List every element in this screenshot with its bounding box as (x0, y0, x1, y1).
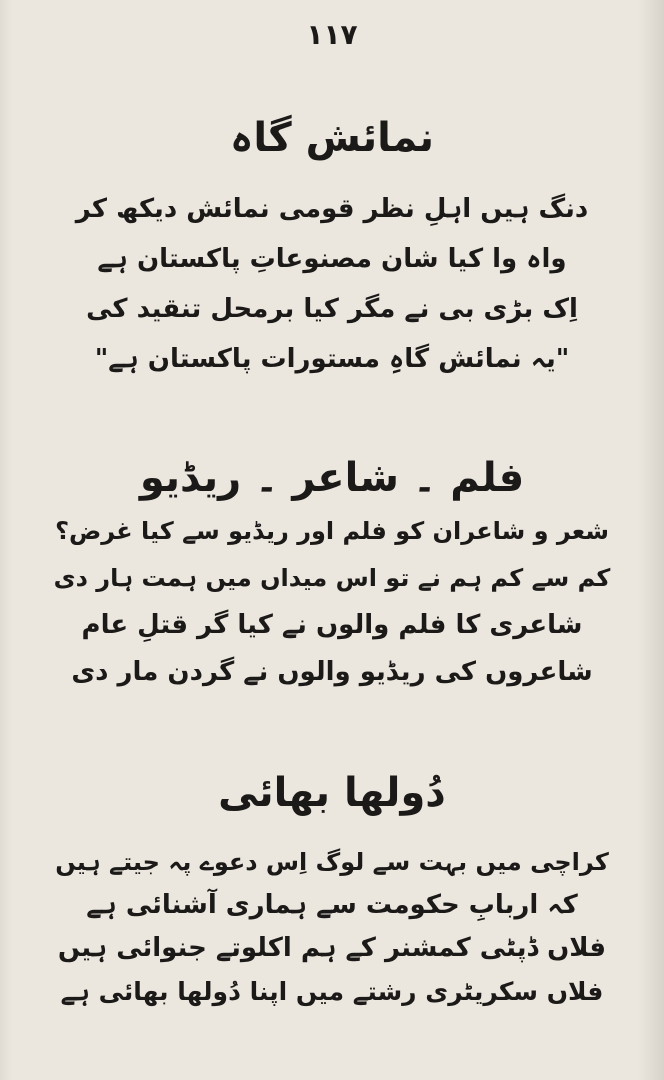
verse-line: کہ اربابِ حکومت سے ہماری آشنائی ہے (86, 890, 578, 920)
verse-line: شاعری کا فلم والوں نے کیا گر قتلِ عام (81, 610, 583, 640)
verse-line: کراچی میں بہت سے لوگ اِس دعوے پہ جیتے ہیں (55, 848, 609, 876)
verse-line: فلاں ڈپٹی کمشنر کے ہم اکلوتے جنوائی ہیں (57, 933, 607, 963)
verse-line: دنگ ہیں اہلِ نظر قومی نمائش دیکھ کر (75, 194, 589, 224)
poem-verse (0, 508, 664, 696)
poem-title: فلم ۔ شاعر ۔ ریڈیو (139, 455, 525, 501)
verse-line: اِک بڑی بی نے مگر کیا برمحل تنقید کی (86, 294, 578, 324)
poem-title: نمائش گاہ (229, 115, 435, 161)
verse-line: فلاں سکریٹری رشتے میں اپنا دُولھا بھائی ہے (60, 977, 604, 1006)
verse-line: شاعروں کی ریڈیو والوں نے گردن مار دی (71, 657, 593, 687)
poem-verse (0, 841, 664, 1013)
verse-line: کم سے کم ہم نے تو اس میداں میں ہمت ہار دی (53, 564, 611, 592)
verse-line: شعر و شاعران کو فلم اور ریڈیو سے کیا غرض؟ (55, 517, 609, 545)
verse-line: "یہ نمائش گاہِ مستورات پاکستان ہے" (94, 344, 570, 374)
verse-line: واہ وا کیا شان مصنوعاتِ پاکستان ہے (97, 244, 567, 274)
poem-section-numaish-gah (0, 110, 664, 384)
poem-title: دُولھا بھائی (218, 770, 446, 816)
poem-verse (0, 184, 664, 384)
poem-section-dulha-bhai (0, 765, 664, 1013)
page-number: ١١٧ (306, 18, 358, 51)
poem-section-film-shair-radio (0, 450, 664, 696)
